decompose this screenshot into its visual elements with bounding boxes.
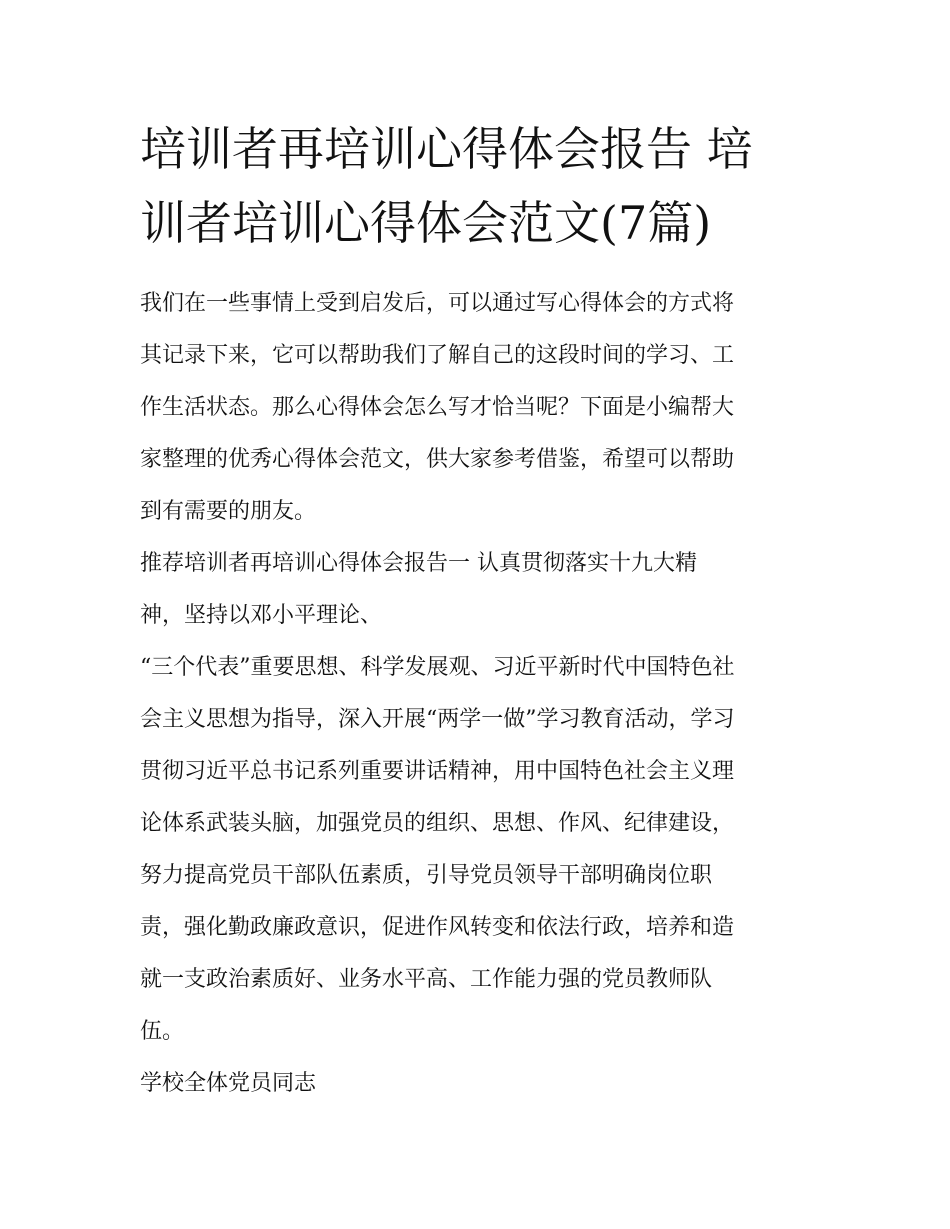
title-line: 培训者再培训心得体会报告 培 — [140, 122, 753, 176]
document-title — [140, 112, 812, 260]
document-content — [140, 112, 812, 1110]
body-line: 伍。 — [140, 1019, 185, 1044]
intro-paragraph — [140, 278, 812, 538]
closing-paragraph — [140, 1058, 812, 1110]
closing-line: 学校全体党员同志 — [140, 1071, 317, 1096]
body-line: 努力提高党员干部队伍素质，引导党员领导干部明确岗位职 — [140, 863, 713, 888]
section-line: 推荐培训者再培训心得体会报告一 认真贯彻落实十九大精 — [140, 551, 697, 576]
intro-line: 到有需要的朋友。 — [140, 499, 317, 524]
body-line: “三个代表”重要思想、科学发展观、习近平新时代中国特色社 — [140, 655, 735, 680]
body-line: 就一支政治素质好、业务水平高、工作能力强的党员教师队 — [140, 967, 713, 992]
body-line: 会主义思想为指导，深入开展“两学一做”学习教育活动，学习 — [140, 707, 735, 732]
body-line: 论体系武装头脑，加强党员的组织、思想、作风、纪律建设， — [140, 811, 735, 836]
intro-line: 家整理的优秀心得体会范文，供大家参考借鉴，希望可以帮助 — [140, 447, 735, 472]
intro-line: 我们在一些事情上受到启发后，可以通过写心得体会的方式将 — [140, 291, 735, 316]
body-line: 责，强化勤政廉政意识，促进作风转变和依法行政，培养和造 — [140, 915, 735, 940]
body-paragraph — [140, 642, 812, 1058]
intro-line: 作生活状态。那么心得体会怎么写才恰当呢？下面是小编帮大 — [140, 395, 735, 420]
section-line: 神，坚持以邓小平理论、 — [140, 603, 383, 628]
title-line: 训者培训心得体会范文(7篇) — [140, 196, 712, 250]
intro-line: 其记录下来，它可以帮助我们了解自己的这段时间的学习、工 — [140, 343, 735, 368]
section-heading-paragraph — [140, 538, 812, 642]
body-line: 贯彻习近平总书记系列重要讲话精神，用中国特色社会主义理 — [140, 759, 735, 784]
